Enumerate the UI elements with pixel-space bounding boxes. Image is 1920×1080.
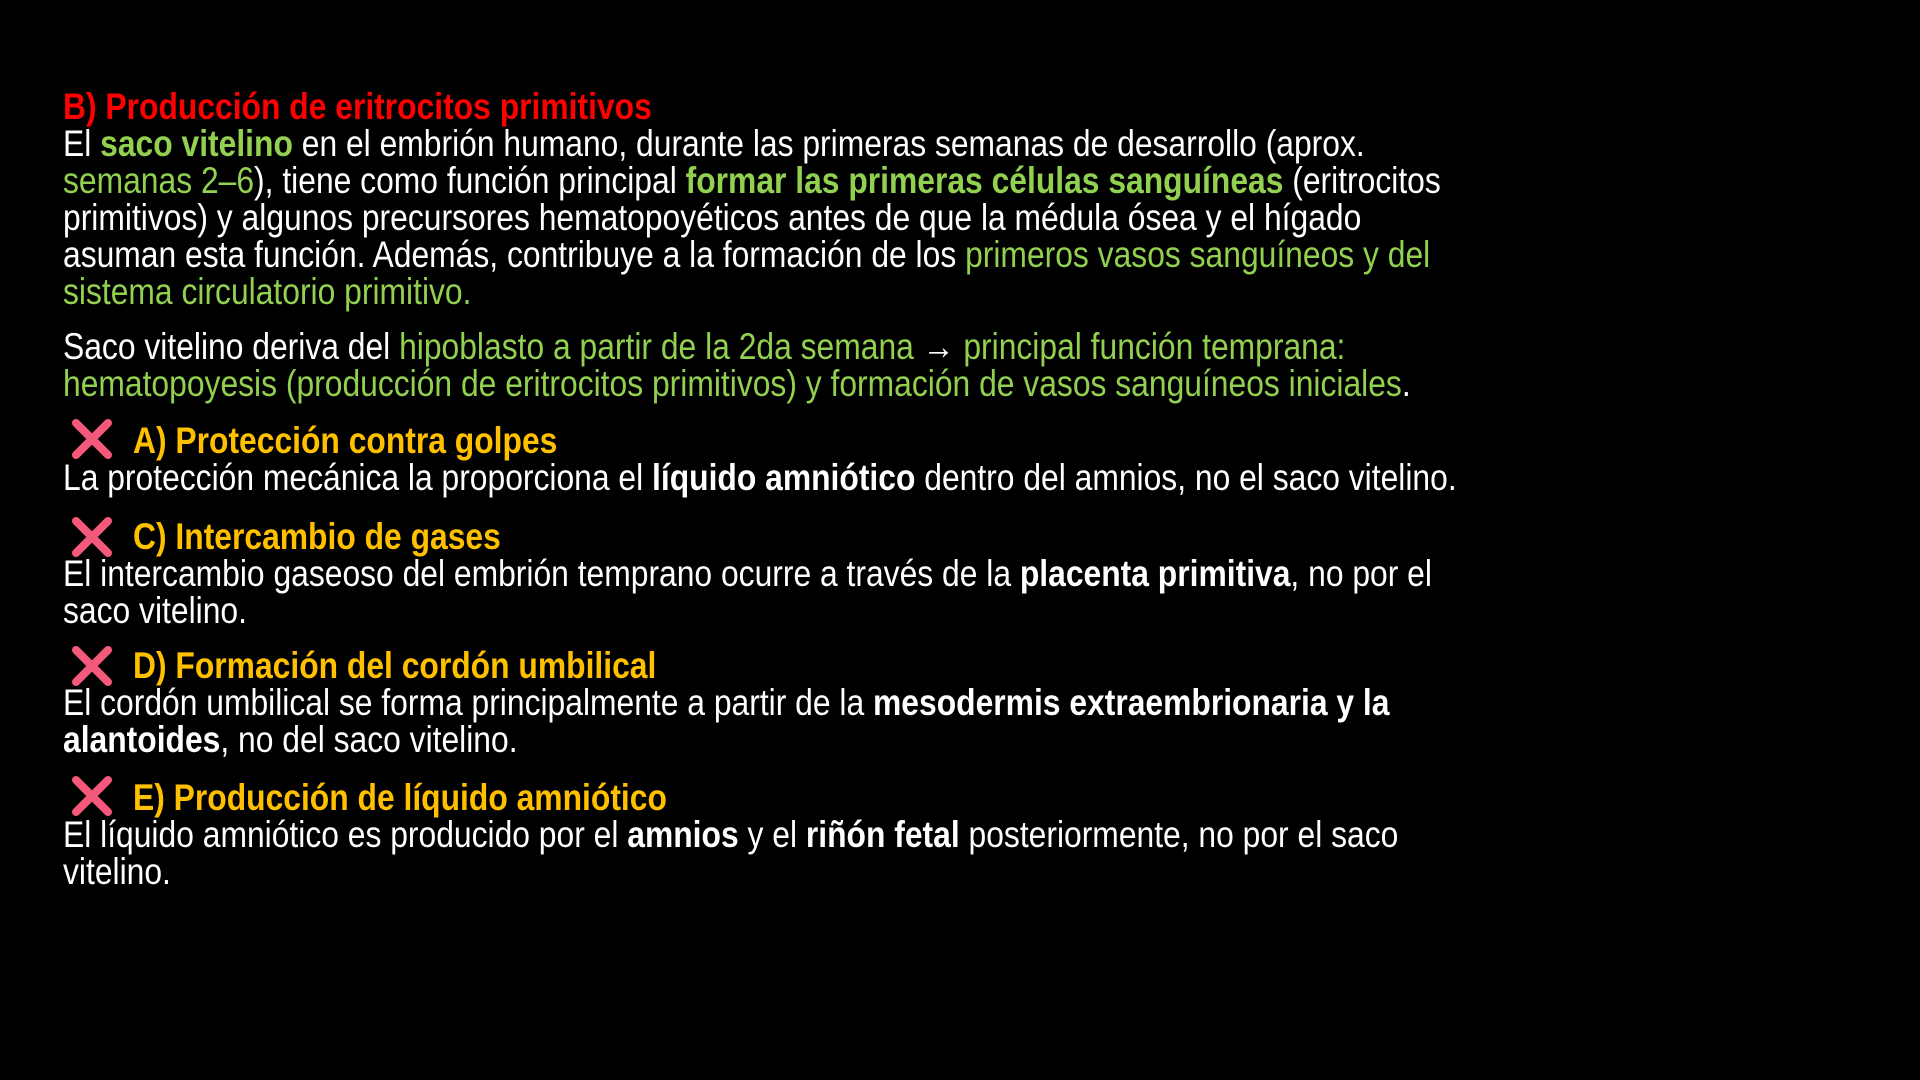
bold-term: riñón fetal [805, 814, 960, 855]
explanation-line [63, 125, 1365, 162]
highlight-text: semanas 2–6 [63, 160, 255, 201]
text: en el embrión humano, durante las primeras semanas de desarrollo (aprox. [292, 123, 1365, 164]
highlight-term: saco vitelino [100, 123, 293, 164]
bold-term: placenta primitiva [1019, 553, 1291, 594]
wrong-option-title: D) Formación del cordón umbilical [133, 645, 657, 686]
text: , no del saco vitelino. [220, 719, 518, 760]
highlight-text: hipoblasto a partir de la 2da semana [399, 326, 914, 367]
cross-mark-icon [70, 645, 114, 687]
summary-line [63, 328, 1345, 365]
explanation-line: primitivos) y algunos precursores hematopoyéticos antes de que la médula ósea y el hígado [63, 197, 1362, 238]
text: (eritrocitos [1283, 160, 1441, 201]
wrong-option-explanation: vitelino. [63, 851, 171, 892]
correct-answer-heading: B) Producción de eritrocitos primitivos [63, 86, 652, 127]
text: El líquido amniótico es producido por el [63, 814, 628, 855]
text: asuman esta función. Además, contribuye a la formación de los [63, 234, 966, 275]
summary-line [63, 365, 1411, 402]
arrow-glyph: → [913, 326, 964, 367]
wrong-option-explanation [63, 816, 1398, 853]
text: y el [738, 814, 806, 855]
wrong-option-explanation [63, 459, 1457, 496]
cross-mark-icon [70, 775, 114, 817]
wrong-option-title: A) Protección contra golpes [133, 420, 558, 461]
text: Saco vitelino deriva del [63, 326, 400, 367]
text: La protección mecánica la proporciona el [63, 457, 653, 498]
text: posteriormente, no por el saco [959, 814, 1399, 855]
wrong-option-title: C) Intercambio de gases [133, 516, 501, 557]
text: . [1401, 363, 1411, 404]
bold-term: mesodermis extraembrionaria y la [873, 682, 1390, 723]
wrong-option-explanation [63, 555, 1432, 592]
bold-term: amnios [627, 814, 739, 855]
highlight-text: primeros vasos sanguíneos y del [965, 234, 1431, 275]
highlight-text: hematopoyesis (producción de eritrocitos primitivos) y formación de vasos sanguíneos iniciales [63, 363, 1402, 404]
explanation-line [63, 162, 1441, 199]
wrong-option-title: E) Producción de líquido amniótico [133, 777, 667, 818]
cross-mark-icon [70, 516, 114, 558]
text: El intercambio gaseoso del embrión temprano ocurre a través de la [63, 553, 1020, 594]
text: , no por el [1290, 553, 1432, 594]
text: El [63, 123, 101, 164]
cross-mark-icon [70, 418, 114, 460]
bold-term: alantoides [63, 719, 221, 760]
text: dentro del amnios, no el saco vitelino. [915, 457, 1457, 498]
highlight-text: principal función temprana: [963, 326, 1346, 367]
bold-term: líquido amniótico [652, 457, 916, 498]
text: ), tiene como función principal [254, 160, 686, 201]
wrong-option-explanation [63, 721, 518, 758]
highlight-term: formar las primeras células sanguíneas [685, 160, 1284, 201]
text: El cordón umbilical se forma principalmente a partir de la [63, 682, 874, 723]
explanation-line: sistema circulatorio primitivo. [63, 271, 472, 312]
wrong-option-explanation: saco vitelino. [63, 590, 247, 631]
wrong-option-explanation [63, 684, 1389, 721]
explanation-line [63, 236, 1430, 273]
